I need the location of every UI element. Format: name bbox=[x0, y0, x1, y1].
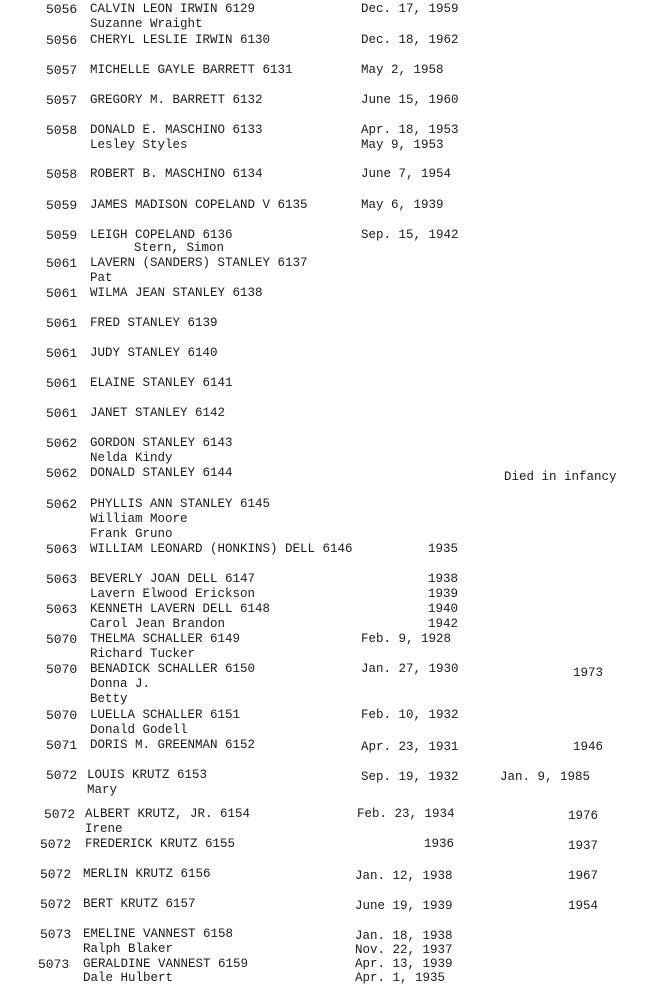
spouse-name: Carol Jean Brandon bbox=[90, 617, 226, 631]
entry-number: 5062 bbox=[46, 466, 78, 481]
spouse-birth-date: Nov. 22, 1937 bbox=[355, 943, 453, 957]
entry-number: 5070 bbox=[46, 662, 78, 677]
person-name: BEVERLY JOAN DELL 6147 bbox=[90, 572, 256, 586]
death-date: 1967 bbox=[568, 869, 599, 883]
person-name: JANET STANLEY 6142 bbox=[90, 406, 226, 420]
entry-number: 5058 bbox=[46, 167, 78, 182]
birth-date: June 7, 1954 bbox=[361, 167, 452, 181]
person-name: DORIS M. GREENMAN 6152 bbox=[90, 738, 256, 752]
birth-date: Sep. 19, 1932 bbox=[361, 770, 459, 784]
birth-date: Feb. 23, 1934 bbox=[357, 807, 455, 821]
entry-number: 5063 bbox=[46, 542, 78, 557]
spouse-name: Nelda Kindy bbox=[90, 451, 173, 465]
birth-date: Jan. 18, 1938 bbox=[355, 929, 453, 943]
birth-date: Dec. 18, 1962 bbox=[361, 33, 459, 47]
entry-number: 5061 bbox=[46, 286, 78, 301]
entry-number: 5061 bbox=[46, 316, 78, 331]
person-name: PHYLLIS ANN STANLEY 6145 bbox=[90, 497, 271, 511]
person-name: LAVERN (SANDERS) STANLEY 6137 bbox=[90, 256, 308, 270]
spouse-name: Suzanne Wraight bbox=[90, 17, 203, 31]
entry-number: 5073 bbox=[38, 957, 70, 972]
entry-number: 5061 bbox=[46, 406, 78, 421]
birth-date: Jan. 27, 1930 bbox=[361, 662, 459, 676]
person-name: GREGORY M. BARRETT 6132 bbox=[90, 93, 263, 107]
person-name: LUELLA SCHALLER 6151 bbox=[90, 708, 241, 722]
birth-date: Sep. 15, 1942 bbox=[361, 228, 459, 242]
spouse-name: Lavern Elwood Erickson bbox=[90, 587, 256, 601]
person-name: GERALDINE VANNEST 6159 bbox=[83, 957, 249, 971]
birth-date: Dec. 17, 1959 bbox=[361, 2, 459, 16]
entry-number: 5059 bbox=[46, 228, 78, 243]
person-name: ELAINE STANLEY 6141 bbox=[90, 376, 233, 390]
entry-number: 5059 bbox=[46, 198, 78, 213]
person-name: FREDERICK KRUTZ 6155 bbox=[85, 837, 236, 851]
entry-number: 5063 bbox=[46, 572, 78, 587]
person-name: FRED STANLEY 6139 bbox=[90, 316, 218, 330]
person-name: JAMES MADISON COPELAND V 6135 bbox=[90, 198, 308, 212]
person-name: ROBERT B. MASCHINO 6134 bbox=[90, 167, 263, 181]
birth-date: June 19, 1939 bbox=[355, 899, 453, 913]
death-date: 1973 bbox=[573, 666, 604, 680]
entry-number: 5061 bbox=[46, 346, 78, 361]
birth-date: May 2, 1958 bbox=[361, 63, 444, 77]
spouse-birth-date: 1942 bbox=[428, 617, 459, 631]
entry-number: 5072 bbox=[40, 867, 72, 882]
person-name: THELMA SCHALLER 6149 bbox=[90, 632, 241, 646]
person-name: EMELINE VANNEST 6158 bbox=[83, 927, 234, 941]
birth-date: Apr. 13, 1939 bbox=[355, 957, 453, 971]
death-date: 1976 bbox=[568, 809, 599, 823]
entry-number: 5061 bbox=[46, 256, 78, 271]
person-name: WILLIAM LEONARD (HONKINS) DELL 6146 bbox=[90, 542, 353, 556]
spouse-name: Stern, Simon bbox=[134, 241, 225, 255]
spouse-name: Donald Godell bbox=[90, 723, 188, 737]
birth-date: Apr. 18, 1953 bbox=[361, 123, 459, 137]
entry-number: 5062 bbox=[46, 497, 78, 512]
entry-number: 5070 bbox=[46, 632, 78, 647]
person-name: GORDON STANLEY 6143 bbox=[90, 436, 233, 450]
person-name: LOUIS KRUTZ 6153 bbox=[87, 768, 208, 782]
birth-date: Feb. 9, 1928 bbox=[361, 632, 452, 646]
birth-date: May 6, 1939 bbox=[361, 198, 444, 212]
entry-number: 5057 bbox=[46, 63, 78, 78]
entry-number: 5070 bbox=[46, 708, 78, 723]
entry-number: 5072 bbox=[46, 768, 78, 783]
death-note: Died in infancy bbox=[504, 470, 617, 484]
spouse-name: Ralph Blaker bbox=[83, 942, 174, 956]
person-name: DONALD E. MASCHINO 6133 bbox=[90, 123, 263, 137]
entry-number: 5057 bbox=[46, 93, 78, 108]
spouse-name: Betty bbox=[90, 692, 128, 706]
entry-number: 5071 bbox=[46, 738, 78, 753]
person-name: CHERYL LESLIE IRWIN 6130 bbox=[90, 33, 271, 47]
person-name: WILMA JEAN STANLEY 6138 bbox=[90, 286, 263, 300]
person-name: CALVIN LEON IRWIN 6129 bbox=[90, 2, 256, 16]
spouse-name: Mary bbox=[87, 783, 118, 797]
person-name: DONALD STANLEY 6144 bbox=[90, 466, 233, 480]
entry-number: 5062 bbox=[46, 436, 78, 451]
entry-number: 5058 bbox=[46, 123, 78, 138]
entry-number: 5072 bbox=[40, 897, 72, 912]
death-date: Jan. 9, 1985 bbox=[500, 770, 591, 784]
person-name: MICHELLE GAYLE BARRETT 6131 bbox=[90, 63, 293, 77]
spouse-birth-date: May 9, 1953 bbox=[361, 138, 444, 152]
spouse-name: William Moore bbox=[90, 512, 188, 526]
person-name: BERT KRUTZ 6157 bbox=[83, 897, 196, 911]
person-name: BENADICK SCHALLER 6150 bbox=[90, 662, 256, 676]
entry-number: 5061 bbox=[46, 376, 78, 391]
person-name: JUDY STANLEY 6140 bbox=[90, 346, 218, 360]
death-date: 1946 bbox=[573, 740, 604, 754]
birth-date: 1936 bbox=[424, 837, 455, 851]
birth-date: Apr. 23, 1931 bbox=[361, 740, 459, 754]
entry-number: 5072 bbox=[44, 807, 76, 822]
birth-date: 1935 bbox=[428, 542, 459, 556]
person-name: ALBERT KRUTZ, JR. 6154 bbox=[85, 807, 251, 821]
spouse-name: Irene bbox=[85, 822, 123, 836]
spouse-name: Richard Tucker bbox=[90, 647, 196, 661]
birth-date: 1940 bbox=[428, 602, 459, 616]
person-name: KENNETH LAVERN DELL 6148 bbox=[90, 602, 271, 616]
death-date: 1937 bbox=[568, 839, 599, 853]
birth-date: June 15, 1960 bbox=[361, 93, 459, 107]
birth-date: Jan. 12, 1938 bbox=[355, 869, 453, 883]
death-date: 1954 bbox=[568, 899, 599, 913]
entry-number: 5063 bbox=[46, 602, 78, 617]
spouse-birth-date: Apr. 1, 1935 bbox=[355, 971, 446, 985]
birth-date: Feb. 10, 1932 bbox=[361, 708, 459, 722]
spouse-name: Donna J. bbox=[90, 677, 151, 691]
person-name: LEIGH COPELAND 6136 bbox=[90, 228, 233, 242]
entry-number: 5056 bbox=[46, 2, 78, 17]
spouse-name: Dale Hulbert bbox=[83, 971, 174, 985]
spouse-name: Lesley Styles bbox=[90, 138, 188, 152]
spouse-name: Pat bbox=[90, 271, 113, 285]
spouse-birth-date: 1939 bbox=[428, 587, 459, 601]
birth-date: 1938 bbox=[428, 572, 459, 586]
entry-number: 5073 bbox=[40, 927, 72, 942]
entry-number: 5072 bbox=[40, 837, 72, 852]
person-name: MERLIN KRUTZ 6156 bbox=[83, 867, 211, 881]
entry-number: 5056 bbox=[46, 33, 78, 48]
spouse-name: Frank Gruno bbox=[90, 527, 173, 541]
